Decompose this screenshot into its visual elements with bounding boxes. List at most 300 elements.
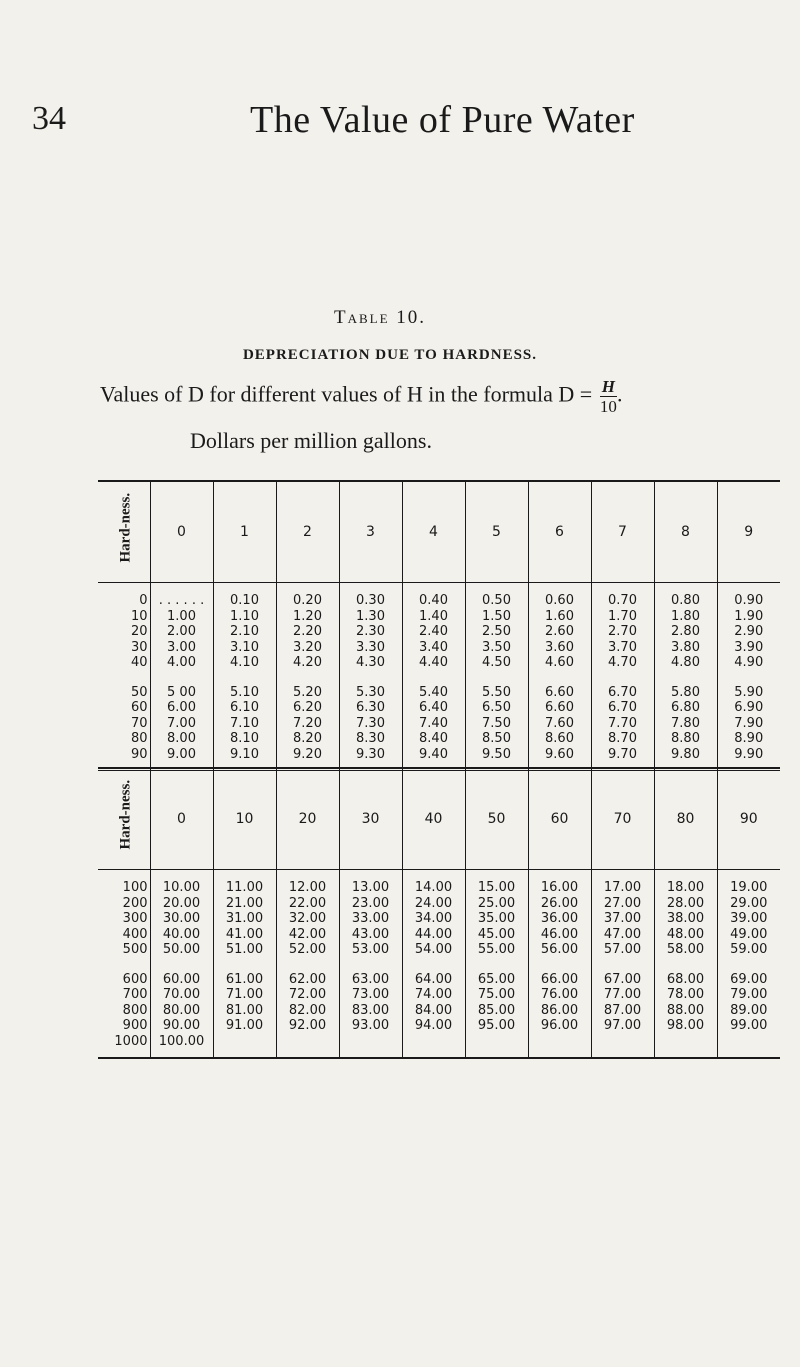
table-row <box>98 731 780 747</box>
row-hardness: 100 <box>122 880 148 895</box>
table-cell: 7.90 <box>717 716 780 732</box>
table-cell: 0.50 <box>465 583 528 609</box>
spacer-cell <box>150 958 213 972</box>
table-cell: 58.00 <box>654 942 717 958</box>
table-cell: 74.00 <box>402 987 465 1003</box>
table-cell: 4.30 <box>339 655 402 671</box>
row-hardness: 50 <box>130 684 148 700</box>
table-cell: 20.00 <box>150 896 213 912</box>
table-cell: 86.00 <box>528 1003 591 1019</box>
row-hardness: 500 <box>122 942 148 957</box>
table-cell: 8.70 <box>591 731 654 747</box>
table-cell: 1.40 <box>402 609 465 625</box>
table-cell: 8.40 <box>402 731 465 747</box>
spacer-cell <box>717 958 780 972</box>
table-cell: 78.00 <box>654 987 717 1003</box>
table-cell: 19.00 <box>717 870 780 896</box>
spacer-cell <box>591 671 654 685</box>
table2-header-row <box>98 768 780 870</box>
table-cell: 2.70 <box>591 624 654 640</box>
table-cell: 2.50 <box>465 624 528 640</box>
table-cell: 52.00 <box>276 942 339 958</box>
table-cell: 1.20 <box>276 609 339 625</box>
column-header: 9 <box>717 481 780 583</box>
table-cell: 11.00 <box>213 870 276 896</box>
row-hardness: 200 <box>122 895 148 911</box>
table-cell: 4.80 <box>654 655 717 671</box>
table-cell: 3.60 <box>528 640 591 656</box>
table-cell: 8.30 <box>339 731 402 747</box>
table-cell: 9.70 <box>591 747 654 771</box>
table-cell: 18.00 <box>654 870 717 896</box>
table-cell: 100.00 <box>150 1034 213 1059</box>
table-cell: 1.10 <box>213 609 276 625</box>
table-cell: 4.00 <box>150 655 213 671</box>
table-cell: 14.00 <box>402 870 465 896</box>
table-cell: 26.00 <box>528 896 591 912</box>
table-cell: 3.80 <box>654 640 717 656</box>
table-cell: 2.80 <box>654 624 717 640</box>
row-hardness: 10 <box>130 608 148 624</box>
table-cell: 0.30 <box>339 583 402 609</box>
table-row <box>98 987 780 1003</box>
table-cell: 99.00 <box>717 1018 780 1034</box>
row-hardness: 70 <box>130 715 148 731</box>
table-cell: 4.70 <box>591 655 654 671</box>
table-cell: 7.40 <box>402 716 465 732</box>
table-cell: 15.00 <box>465 870 528 896</box>
table-cell: 77.00 <box>591 987 654 1003</box>
row-hardness: 60 <box>130 700 148 715</box>
table-cell: 1.70 <box>591 609 654 625</box>
table1-stub-header <box>98 481 150 583</box>
table-cell: 6.00 <box>150 700 213 716</box>
spacer-cell <box>276 671 339 685</box>
table-row <box>98 927 780 943</box>
table-row <box>98 685 780 701</box>
table-cell: 8.50 <box>465 731 528 747</box>
table-cell: 6.80 <box>654 700 717 716</box>
table-row <box>98 911 780 927</box>
table-cell <box>402 1034 465 1059</box>
spacer-cell <box>465 671 528 685</box>
table-cell: 8.00 <box>150 731 213 747</box>
table-cell: 64.00 <box>402 972 465 988</box>
table-cell: 67.00 <box>591 972 654 988</box>
table-cell: 69.00 <box>717 972 780 988</box>
table-cell: 7.00 <box>150 716 213 732</box>
table-cell: 80.00 <box>150 1003 213 1019</box>
table-cell: 0.80 <box>654 583 717 609</box>
table-cell: 95.00 <box>465 1018 528 1034</box>
table-cell: 5.90 <box>717 685 780 701</box>
table-cell: 30.00 <box>150 911 213 927</box>
formula-line <box>100 378 622 415</box>
table-cell: 75.00 <box>465 987 528 1003</box>
table-cell: 7.30 <box>339 716 402 732</box>
table-cell: 70.00 <box>150 987 213 1003</box>
row-hardness: 800 <box>122 1002 148 1018</box>
table2-stub-header <box>98 768 150 870</box>
table-cell <box>276 1034 339 1059</box>
table-row <box>98 942 780 958</box>
table-cell: 9.50 <box>465 747 528 771</box>
table-cell: 6.70 <box>591 700 654 716</box>
column-header: 70 <box>591 768 654 870</box>
table-cell: 4.60 <box>528 655 591 671</box>
table-cell: 8.20 <box>276 731 339 747</box>
row-hardness: 0 <box>139 593 148 608</box>
table-cell: 3.10 <box>213 640 276 656</box>
table-cell: 2.40 <box>402 624 465 640</box>
table-cell: 72.00 <box>276 987 339 1003</box>
table2-body <box>98 870 780 1059</box>
table-cell: 87.00 <box>591 1003 654 1019</box>
row-hardness: 400 <box>122 926 148 942</box>
formula-denominator: 10 <box>599 397 617 416</box>
column-header: 0 <box>150 481 213 583</box>
stub-label: Hard-ness. <box>117 492 134 562</box>
table-cell: 1.50 <box>465 609 528 625</box>
table-cell: 7.20 <box>276 716 339 732</box>
table-cell: 27.00 <box>591 896 654 912</box>
table-cell: 7.60 <box>528 716 591 732</box>
table-cell: 71.00 <box>213 987 276 1003</box>
table-cell: 3.90 <box>717 640 780 656</box>
table-cell: 2.10 <box>213 624 276 640</box>
table-cell: 25.00 <box>465 896 528 912</box>
column-header: 20 <box>276 768 339 870</box>
table-cell: 6.90 <box>717 700 780 716</box>
table-cell: 3.20 <box>276 640 339 656</box>
row-hardness: 900 <box>122 1018 148 1033</box>
spacer-stub <box>98 958 150 972</box>
row-hardness: 20 <box>130 624 148 639</box>
column-header: 80 <box>654 768 717 870</box>
table-cell: 89.00 <box>717 1003 780 1019</box>
table-cell: 2.00 <box>150 624 213 640</box>
table-cell: 51.00 <box>213 942 276 958</box>
formula-numerator: H <box>601 377 615 396</box>
table-cell <box>465 1034 528 1059</box>
spacer-stub <box>98 671 150 685</box>
spacer-cell <box>654 958 717 972</box>
table-cell: 23.00 <box>339 896 402 912</box>
table-cell: 8.60 <box>528 731 591 747</box>
column-header: 1 <box>213 481 276 583</box>
table-cell: 10.00 <box>150 870 213 896</box>
table-cell: 17.00 <box>591 870 654 896</box>
formula-text: Values of D for different values of H in the formula D = <box>100 381 593 407</box>
table-cell: 6.50 <box>465 700 528 716</box>
table-cell: 7.50 <box>465 716 528 732</box>
table-cell: 81.00 <box>213 1003 276 1019</box>
table-cell: 9.90 <box>717 747 780 771</box>
row-hardness: 40 <box>130 655 148 670</box>
table-cell: 24.00 <box>402 896 465 912</box>
table-cell: 16.00 <box>528 870 591 896</box>
table-cell: 4.50 <box>465 655 528 671</box>
table-cell: 1.30 <box>339 609 402 625</box>
spacer-cell <box>402 671 465 685</box>
table-cell: 3.50 <box>465 640 528 656</box>
table-cell: 9.60 <box>528 747 591 771</box>
table-cell: 57.00 <box>591 942 654 958</box>
table-cell: 85.00 <box>465 1003 528 1019</box>
table-cell: 88.00 <box>654 1003 717 1019</box>
table-cell: 59.00 <box>717 942 780 958</box>
table1-header-row <box>98 481 780 583</box>
spacer-cell <box>339 671 402 685</box>
table-cell: 62.00 <box>276 972 339 988</box>
table-cell: 82.00 <box>276 1003 339 1019</box>
table-cell: 5.20 <box>276 685 339 701</box>
table-cell: 44.00 <box>402 927 465 943</box>
column-header: 4 <box>402 481 465 583</box>
table-cell <box>528 1034 591 1059</box>
table-cell: 13.00 <box>339 870 402 896</box>
table1-body <box>98 583 780 771</box>
table-cell: 9.40 <box>402 747 465 771</box>
spacer-cell <box>717 671 780 685</box>
table-cell: 0.70 <box>591 583 654 609</box>
formula-fraction <box>600 378 617 415</box>
table-cell: 7.80 <box>654 716 717 732</box>
table-cell: 92.00 <box>276 1018 339 1034</box>
table-cell: 7.10 <box>213 716 276 732</box>
table-row <box>98 624 780 640</box>
table-cell: 9.10 <box>213 747 276 771</box>
table-cell: . . . . . . <box>150 583 213 609</box>
table-cell: 3.70 <box>591 640 654 656</box>
table-cell: 79.00 <box>717 987 780 1003</box>
table-cell: 8.80 <box>654 731 717 747</box>
spacer-cell <box>276 958 339 972</box>
table-row <box>98 870 780 896</box>
column-header: 0 <box>150 768 213 870</box>
table-cell: 73.00 <box>339 987 402 1003</box>
table-cell <box>717 1034 780 1059</box>
column-header: 50 <box>465 768 528 870</box>
table-cell: 5 00 <box>150 685 213 701</box>
table-row <box>98 609 780 625</box>
table-cell: 46.00 <box>528 927 591 943</box>
column-header: 8 <box>654 481 717 583</box>
row-hardness: 90 <box>130 746 148 762</box>
row-hardness: 600 <box>122 971 148 987</box>
table-cell: 3.30 <box>339 640 402 656</box>
column-header: 10 <box>213 768 276 870</box>
row-hardness: 300 <box>122 911 148 926</box>
table-row <box>98 1034 780 1059</box>
table-cell: 38.00 <box>654 911 717 927</box>
table-cell: 50.00 <box>150 942 213 958</box>
table-cell: 3.00 <box>150 640 213 656</box>
table-cell: 12.00 <box>276 870 339 896</box>
table-cell: 54.00 <box>402 942 465 958</box>
row-hardness: 700 <box>122 987 148 1002</box>
table-cell: 0.60 <box>528 583 591 609</box>
table-cell: 8.10 <box>213 731 276 747</box>
table-cell: 96.00 <box>528 1018 591 1034</box>
spacer-cell <box>465 958 528 972</box>
table-cell: 47.00 <box>591 927 654 943</box>
spacer-cell <box>339 958 402 972</box>
table-cell: 37.00 <box>591 911 654 927</box>
table-cell: 90.00 <box>150 1018 213 1034</box>
table-cell: 6.40 <box>402 700 465 716</box>
table-cell: 97.00 <box>591 1018 654 1034</box>
table-cell: 55.00 <box>465 942 528 958</box>
row-hardness: 1000 <box>114 1033 148 1049</box>
units-line: Dollars per million gallons. <box>190 428 432 453</box>
table-cell: 6.60 <box>528 700 591 716</box>
table-cell: 22.00 <box>276 896 339 912</box>
table-cell: 84.00 <box>402 1003 465 1019</box>
table-cell: 2.30 <box>339 624 402 640</box>
table-cell: 68.00 <box>654 972 717 988</box>
table-cell: 36.00 <box>528 911 591 927</box>
spacer-cell <box>150 671 213 685</box>
table-cell: 83.00 <box>339 1003 402 1019</box>
table-cell: 42.00 <box>276 927 339 943</box>
table-cell: 0.90 <box>717 583 780 609</box>
table-cell: 9.30 <box>339 747 402 771</box>
table-cell: 4.20 <box>276 655 339 671</box>
table-cell: 29.00 <box>717 896 780 912</box>
spacer-cell <box>591 958 654 972</box>
table-cell: 9.80 <box>654 747 717 771</box>
column-header: 2 <box>276 481 339 583</box>
row-hardness: 30 <box>130 639 148 655</box>
table-row <box>98 655 780 671</box>
table-cell: 6.70 <box>591 685 654 701</box>
table-cell: 94.00 <box>402 1018 465 1034</box>
table-cell <box>213 1034 276 1059</box>
table-row <box>98 896 780 912</box>
table-cell: 31.00 <box>213 911 276 927</box>
table-cell: 5.10 <box>213 685 276 701</box>
table-cell: 5.50 <box>465 685 528 701</box>
table-cell: 2.20 <box>276 624 339 640</box>
running-head: The Value of Pure Water <box>250 99 635 141</box>
table-cell: 49.00 <box>717 927 780 943</box>
table-cell: 45.00 <box>465 927 528 943</box>
table-cell: 53.00 <box>339 942 402 958</box>
table-cell: 1.90 <box>717 609 780 625</box>
table-cell: 43.00 <box>339 927 402 943</box>
table-cell: 35.00 <box>465 911 528 927</box>
table-row <box>98 640 780 656</box>
column-header: 90 <box>717 768 780 870</box>
table-subtitle: DEPRECIATION DUE TO HARDNESS. <box>242 347 538 363</box>
table-cell: 39.00 <box>717 911 780 927</box>
table-row <box>98 583 780 609</box>
table-cell: 5.40 <box>402 685 465 701</box>
column-header: 5 <box>465 481 528 583</box>
table-cell <box>591 1034 654 1059</box>
table-row <box>98 716 780 732</box>
table-row <box>98 700 780 716</box>
table-cell: 1.00 <box>150 609 213 625</box>
table-cell: 4.40 <box>402 655 465 671</box>
table-cell: 61.00 <box>213 972 276 988</box>
formula-end: . <box>616 381 623 407</box>
table-cell: 32.00 <box>276 911 339 927</box>
column-header: 3 <box>339 481 402 583</box>
table-cell: 93.00 <box>339 1018 402 1034</box>
table-cell: 9.20 <box>276 747 339 771</box>
table-title: Table 10. <box>333 307 427 328</box>
table-cell: 0.10 <box>213 583 276 609</box>
table-cell: 1.60 <box>528 609 591 625</box>
table-cell: 8.90 <box>717 731 780 747</box>
table-cell: 5.80 <box>654 685 717 701</box>
table-cell: 56.00 <box>528 942 591 958</box>
spacer-cell <box>213 958 276 972</box>
table-cell: 0.20 <box>276 583 339 609</box>
spacer-cell <box>402 958 465 972</box>
column-header: 6 <box>528 481 591 583</box>
table-row <box>98 1018 780 1034</box>
row-spacer <box>98 671 780 685</box>
table-cell: 2.90 <box>717 624 780 640</box>
table-cell: 34.00 <box>402 911 465 927</box>
table-cell: 66.00 <box>528 972 591 988</box>
column-header: 30 <box>339 768 402 870</box>
table-cell: 0.40 <box>402 583 465 609</box>
table-cell: 1.80 <box>654 609 717 625</box>
column-header: 60 <box>528 768 591 870</box>
table-cell: 3.40 <box>402 640 465 656</box>
row-hardness: 80 <box>130 731 148 746</box>
table-cell: 4.90 <box>717 655 780 671</box>
stub-label: Hard-ness. <box>117 779 134 849</box>
table-cell: 41.00 <box>213 927 276 943</box>
table-cell <box>654 1034 717 1059</box>
table-cell: 28.00 <box>654 896 717 912</box>
row-spacer <box>98 958 780 972</box>
spacer-cell <box>213 671 276 685</box>
table-cell: 21.00 <box>213 896 276 912</box>
table-cell: 98.00 <box>654 1018 717 1034</box>
hardness-table-tens <box>98 767 780 1059</box>
page-number: 34 <box>32 100 66 137</box>
table-cell <box>339 1034 402 1059</box>
table-cell: 60.00 <box>150 972 213 988</box>
table-cell: 4.10 <box>213 655 276 671</box>
spacer-cell <box>654 671 717 685</box>
spacer-cell <box>528 958 591 972</box>
table-cell: 76.00 <box>528 987 591 1003</box>
table-cell: 40.00 <box>150 927 213 943</box>
table-cell: 6.60 <box>528 685 591 701</box>
table-cell: 2.60 <box>528 624 591 640</box>
hardness-table-units <box>98 480 780 771</box>
spacer-cell <box>528 671 591 685</box>
table-cell: 65.00 <box>465 972 528 988</box>
table-row <box>98 1003 780 1019</box>
table-cell: 9.00 <box>150 747 213 771</box>
table-cell: 48.00 <box>654 927 717 943</box>
table-cell: 6.30 <box>339 700 402 716</box>
table-cell: 6.10 <box>213 700 276 716</box>
table-cell: 63.00 <box>339 972 402 988</box>
table-cell: 33.00 <box>339 911 402 927</box>
table-cell: 6.20 <box>276 700 339 716</box>
column-header: 7 <box>591 481 654 583</box>
table-cell: 7.70 <box>591 716 654 732</box>
